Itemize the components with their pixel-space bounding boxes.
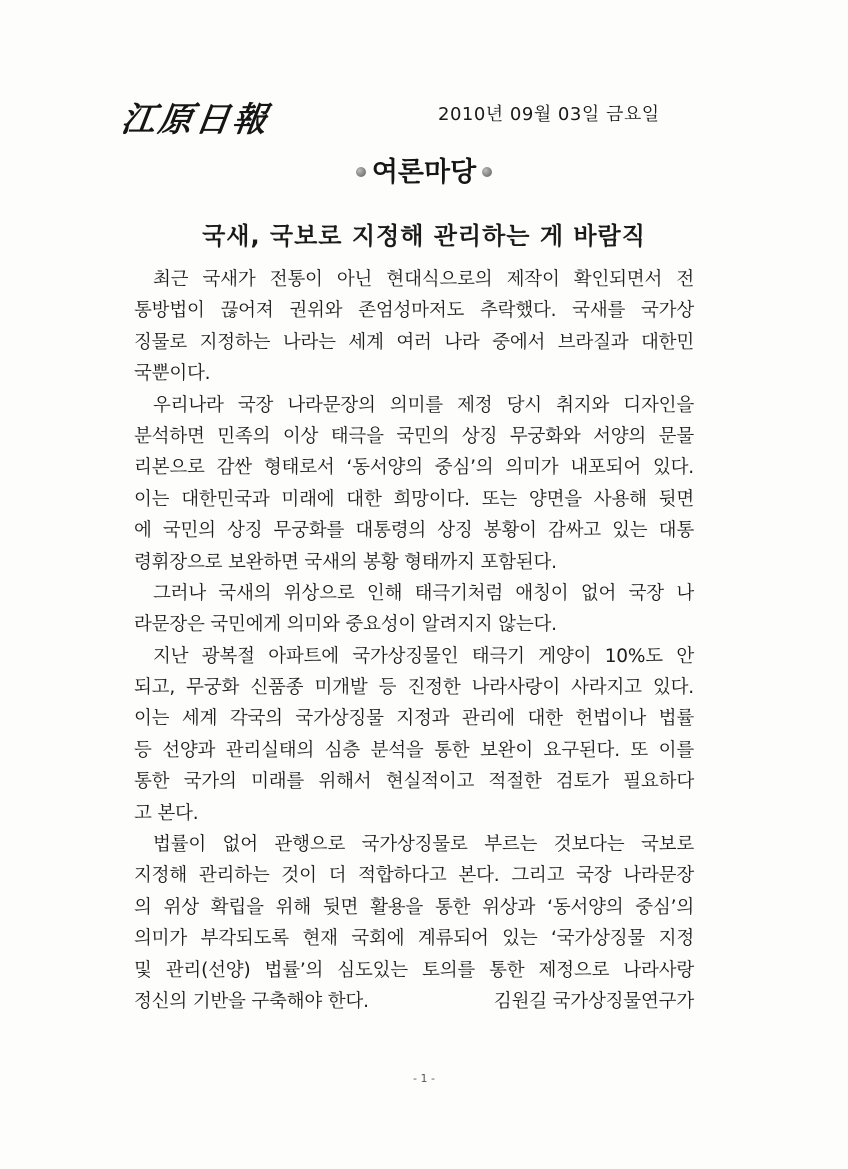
bullet-dot-icon	[356, 167, 366, 177]
page-number: - 1 -	[413, 1072, 435, 1085]
author-signature: 김원길 국가상징물연구가	[493, 990, 694, 1012]
article-line: 의 위상 확립을 위해 뒷면 활용을 통한 위상과 ‘동서양의 중심’의	[134, 896, 694, 918]
article-line: 지난 광복절 아파트에 국가상징물인 태극기 게양이 10%도 안	[153, 645, 694, 667]
article-line: 정신의 기반을 구축해야 한다.	[134, 990, 369, 1012]
article-closing-line	[134, 986, 694, 1017]
article-line: 등 선양과 관리실태의 심층 분석을 통한 보완이 요구된다. 또 이를	[134, 739, 694, 761]
article-line: 국뿐이다.	[134, 363, 211, 385]
section-title	[0, 150, 848, 189]
article-line: 징물로 지정하는 나라는 세계 여러 나라 중에서 브라질과 대한민	[134, 331, 694, 353]
article-line: 최근 국새가 전통이 아닌 현대식으로의 제작이 확인되면서 전	[153, 269, 694, 290]
article-line: 고 본다.	[134, 802, 199, 824]
section-title-text: 여론마당	[371, 157, 477, 188]
article-line: 통방법이 끊어져 권위와 존엄성마저도 추락했다. 국새를 국가상	[134, 300, 694, 322]
article-line: 및 관리(선양) 법률’의 심도있는 토의를 통한 제정으로 나라사랑	[134, 959, 694, 981]
article-line: 되고, 무궁화 신품종 미개발 등 진정한 나라사랑이 사라지고 있다.	[134, 677, 694, 699]
article-body	[134, 264, 694, 1017]
article-line: 분석하면 민족의 이상 태극을 국민의 상징 무궁화와 서양의 문물	[134, 425, 694, 447]
publication-date: 2010년 09월 03일 금요일	[438, 104, 660, 125]
article-line: 리본으로 감싼 형태로서 ‘동서양의 중심’의 의미가 내포되어 있다.	[134, 457, 694, 479]
article-line: 이는 대한민국과 미래에 대한 희망이다. 또는 양면을 사용해 뒷면	[134, 488, 694, 510]
article-line: 통한 국가의 미래를 위해서 현실적이고 적절한 검토가 필요하다	[134, 771, 694, 793]
article-line: 우리나라 국장 나라문장의 의미를 제정 당시 취지와 디자인을	[153, 394, 694, 416]
article-line: 이는 세계 각국의 국가상징물 지정과 관리에 대한 헌법이나 법률	[134, 708, 694, 730]
article-line: 에 국민의 상징 무궁화를 대통령의 상징 봉황이 감싸고 있는 대통	[134, 520, 694, 542]
article-headline: 국새, 국보로 지정해 관리하는 게 바람직	[202, 222, 646, 250]
article-line: 그러나 국새의 위상으로 인해 태극기처럼 애칭이 없어 국장 나	[153, 582, 694, 604]
newspaper-logo: 江原日報	[118, 100, 273, 140]
article-line: 법률이 없어 관행으로 국가상징물로 부르는 것보다는 국보로	[153, 834, 694, 856]
article-line: 의미가 부각되도록 현재 국회에 계류되어 있는 ‘국가상징물 지정	[134, 928, 694, 950]
article-line: 라문장은 국민에게 의미와 중요성이 알려지지 않는다.	[134, 614, 557, 636]
bullet-dot-icon	[482, 167, 492, 177]
article-line: 령휘장으로 보완하면 국새의 봉황 형태까지 포함된다.	[134, 551, 557, 573]
article-line: 지정해 관리하는 것이 더 적합하다고 본다. 그리고 국장 나라문장	[134, 865, 694, 887]
